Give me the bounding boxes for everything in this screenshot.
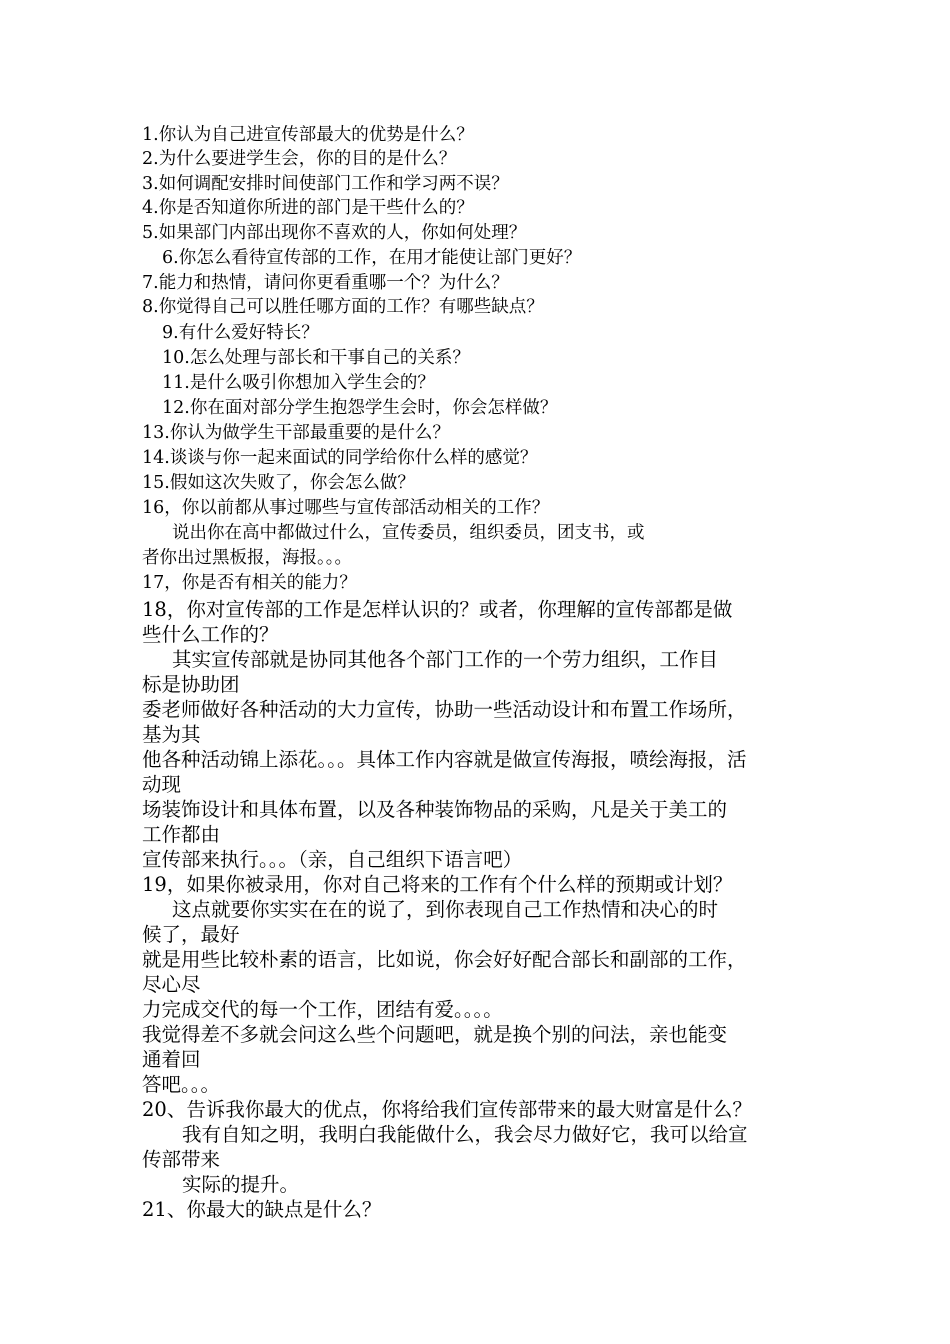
question-9: 9.有什么爱好特长？ [162, 323, 319, 343]
question-21: 21、你最大的缺点是什么？ [142, 1198, 382, 1221]
answer-19-line-4: 尽心尽 [142, 973, 201, 996]
answer-16-line-2: 者你出过黑板报，海报。。。 [142, 548, 352, 568]
question-5: 5.如果部门内部出现你不喜欢的人，你如何处理？ [142, 223, 527, 243]
answer-18-line-5: 他各种活动锦上添花。。。具体工作内容就是做宣传海报，喷绘海报，活 [142, 748, 747, 771]
answer-18-line-4: 基为其 [142, 723, 201, 746]
question-19: 19，如果你被录用，你对自己将来的工作有个什么样的预期或计划？ [142, 873, 733, 896]
question-16: 16，你以前都从事过哪些与宣传部活动相关的工作？ [142, 498, 550, 518]
answer-20-line-2: 传部带来 [142, 1148, 221, 1171]
question-8: 8.你觉得自己可以胜任哪方面的工作？有哪些缺点？ [142, 297, 544, 317]
question-13: 13.你认为做学生干部最重要的是什么？ [142, 423, 450, 443]
note-line-1: 我觉得差不多就会问这么些个问题吧，就是换个别的问法，亲也能变 [142, 1023, 728, 1046]
question-12: 12.你在面对部分学生抱怨学生会时，你会怎样做？ [162, 398, 558, 418]
answer-19-line-3: 就是用些比较朴素的语言，比如说，你会好好配合部长和副部的工作， [142, 948, 747, 971]
answer-18-line-9: 宣传部来执行。。。（亲，自己组织下语言吧） [142, 848, 523, 871]
question-10: 10.怎么处理与部长和干事自己的关系？ [162, 348, 470, 368]
answer-20-line-1: 我有自知之明，我明白我能做什么，我会尽力做好它，我可以给宣 [182, 1123, 748, 1146]
question-2: 2.为什么要进学生会，你的目的是什么？ [142, 149, 457, 169]
question-6: 6.你怎么看待宣传部的工作，在用才能使让部门更好？ [162, 248, 582, 268]
answer-19-line-2: 候了，最好 [142, 923, 240, 946]
question-14: 14.谈谈与你一起来面试的同学给你什么样的感觉？ [142, 448, 538, 468]
answer-18-line-1: 其实宣传部就是协同其他各个部门工作的一个劳力组织，工作目 [172, 648, 719, 671]
answer-18-line-7: 场装饰设计和具体布置，以及各种装饰物品的采购，凡是关于美工的 [142, 798, 728, 821]
question-18-line-2: 些什么工作的？ [142, 623, 279, 646]
question-7: 7.能力和热情，请问你更看重哪一个？为什么？ [142, 273, 509, 293]
question-11: 11.是什么吸引你想加入学生会的？ [162, 373, 435, 393]
question-17: 17，你是否有相关的能力？ [142, 573, 357, 593]
question-1: 1.你认为自己进宣传部最大的优势是什么？ [142, 125, 474, 145]
note-line-3: 答吧。。。 [142, 1073, 221, 1096]
question-3: 3.如何调配安排时间使部门工作和学习两不误？ [142, 174, 509, 194]
answer-16-line-1: 说出你在高中都做过什么，宣传委员，组织委员，团支书，或 [172, 523, 645, 543]
question-18-line-1: 18，你对宣传部的工作是怎样认识的？或者，你理解的宣传部都是做 [142, 598, 733, 621]
question-20: 20、告诉我你最大的优点，你将给我们宣传部带来的最大财富是什么？ [142, 1098, 752, 1121]
answer-18-line-3: 委老师做好各种活动的大力宣传，协助一些活动设计和布置工作场所， [142, 698, 747, 721]
answer-18-line-2: 标是协助团 [142, 673, 240, 696]
answer-18-line-8: 工作都由 [142, 823, 221, 846]
answer-20-line-3: 实际的提升。 [182, 1173, 300, 1196]
answer-19-line-1: 这点就要你实实在在的说了，到你表现自己工作热情和决心的时 [172, 898, 719, 921]
answer-19-line-5: 力完成交代的每一个工作，团结有爱。。。。 [142, 998, 503, 1021]
answer-18-line-6: 动现 [142, 773, 182, 796]
question-4: 4.你是否知道你所进的部门是干些什么的？ [142, 198, 474, 218]
question-15: 15.假如这次失败了，你会怎么做？ [142, 473, 415, 493]
note-line-2: 通着回 [142, 1048, 201, 1071]
